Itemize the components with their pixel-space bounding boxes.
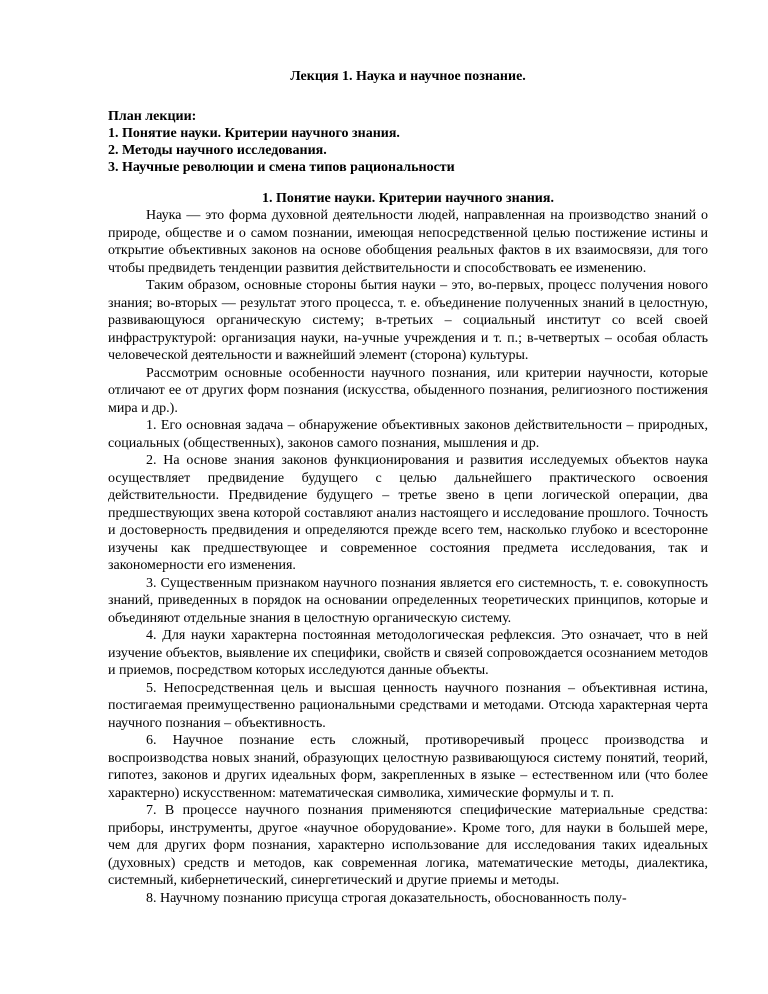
paragraph: 8. Научному познанию присуща строгая доказательность, обоснованность полу- — [146, 890, 627, 906]
section-title: 1. Понятие науки. Критерии научного знания. — [262, 191, 554, 206]
paragraph: 6. Научное познание есть сложный, противоречивый процесс производства и воспроизводства новых знаний, образующих целостную развивающуюся систему понятий, теорий, гипотез, законов и других идеальных форм, закрепленных в языке – естественном или (что более характерно) искусственном: математическая символика, химические формулы и т. п. — [108, 733, 708, 801]
plan-heading: План лекции: — [108, 109, 197, 124]
paragraph: 2. На основе знания законов функционирования и развития исследуемых объектов наука осуществляет предвидение будущего с целью дальнейшего практического освоения действительности. Предвидение будущего – третье звено в цепи логической операции, два предшествующих звена которой составляют анализ настоящего и исследование прошлого. Точность и достоверность предвидения и определяются прежде всего тем, насколько глубоко и всесторонне изучены как предшествующее и современное состояния предмета исследования, так и закономерности его изменения. — [108, 453, 708, 573]
plan-item-1: 1. Понятие науки. Критерии научного знания. — [108, 126, 400, 141]
paragraph: 1. Его основная задача – обнаружение объективных законов действительности – природных, социальных (общественных), законов самого познания, мышления и др. — [108, 418, 708, 451]
paragraph: Наука — это форма духовной деятельности людей, направленная на производство знаний о природе, обществе и о самом познании, имеющая непосредственной целью постижение истины и открытие объективных законов на основе обобщения реальных фактов в их взаимосвязи, для того чтобы предвидеть тенденции развития действительности и способствовать ее изменению. — [108, 208, 708, 276]
lecture-title: Лекция 1. Наука и научное познание. — [290, 69, 526, 84]
paragraph: Таким образом, основные стороны бытия науки – это, во-первых, процесс получения нового знания; во-вторых — результат этого процесса, т. е. объединение полученных знаний в целостную, развивающуюся органическую систему; в-третьих – социальный институт со всей своей инфраструктурой: организация науки, на-учные учреждения и т. п.; в-четвертых – особая область человеческой деятельности и важнейший элемент (сторона) культуры. — [108, 278, 708, 363]
body-text — [108, 207, 708, 907]
paragraph: 5. Непосредственная цель и высшая ценность научного познания – объективная истина, постигаемая преимущественно рациональными средствами и методами. Отсюда характерная черта научного познания – объективность. — [108, 680, 708, 731]
paragraph: 4. Для науки характерна постоянная методологическая рефлексия. Это означает, что в ней изучение объектов, выявление их специфики, свойств и связей сопровождается осознанием методов и приемов, посредством которых исследуются данные объекты. — [108, 628, 708, 678]
paragraph: Рассмотрим основные особенности научного познания, или критерии научности, которые отличают ее от других форм познания (искусства, обыденного познания, религиозного постижения мира и др.). — [108, 365, 708, 416]
paragraph: 7. В процессе научного познания применяются специфические материальные средства: приборы, инструменты, другое «научное оборудование». Кроме того, для науки в большей мере, чем для других форм познания, характерно использование для исследования таких идеальных (духовных) средств и методов, как современная логика, математические методы, диалектика, системный, кибернетический, синергетический и другие приемы и методы. — [108, 803, 708, 888]
lecture-plan — [108, 108, 708, 176]
plan-item-3: 3. Научные революции и смена типов рациональности — [108, 160, 455, 175]
plan-item-2: 2. Методы научного исследования. — [108, 143, 327, 158]
paragraph: 3. Существенным признаком научного познания является его системность, т. е. совокупность знаний, приведенных в порядок на основании определенных теоретических принципов, которые и объединяют отдельные знания в целостную органическую систему. — [108, 575, 708, 626]
